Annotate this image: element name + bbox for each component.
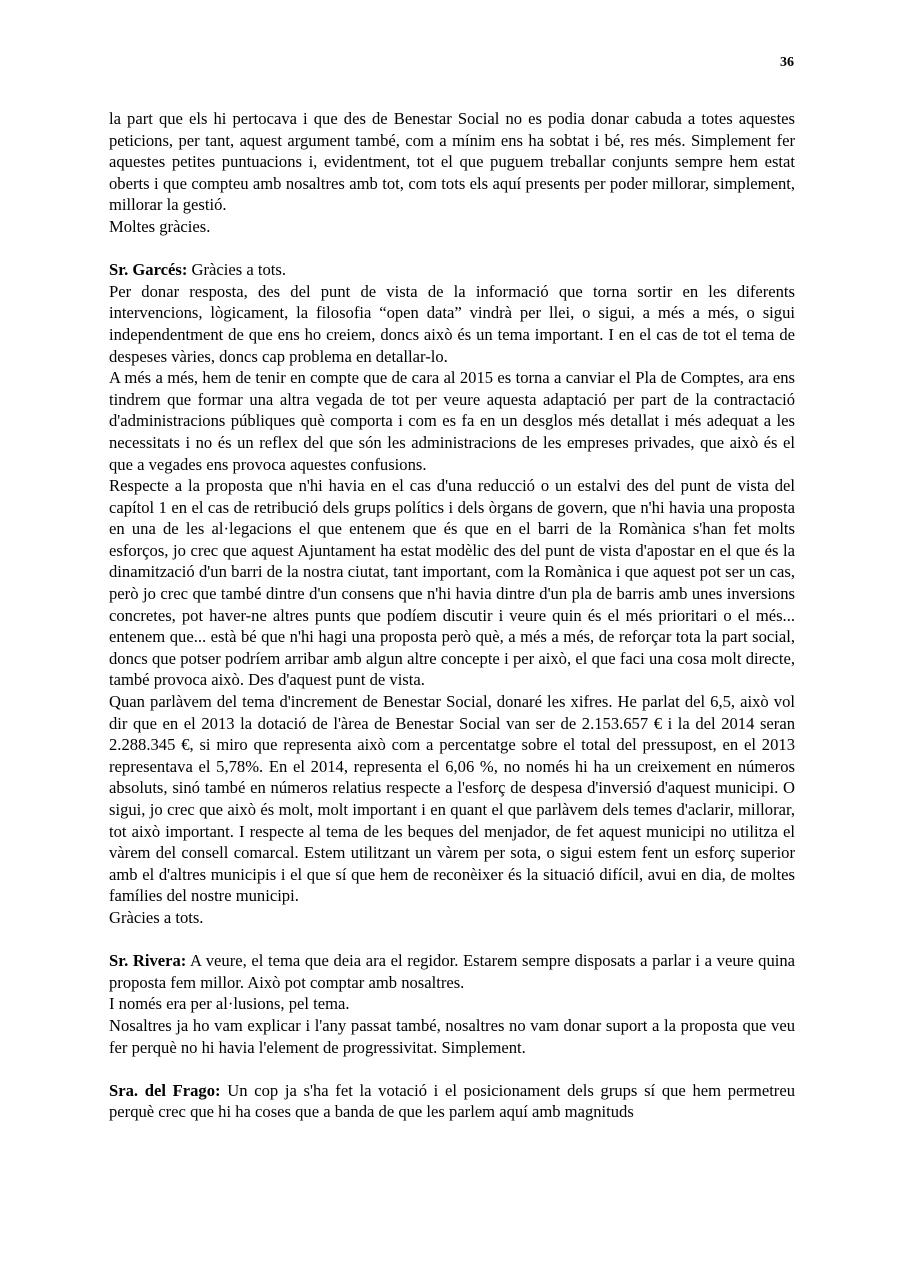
speaker-text: Un cop ja s'ha fet la votació i el posicionament dels grups sí que hem permetreu perquè crec que hi ha coses que a banda de que les parlem aquí amb magnituds xyxy=(109,1080,795,1122)
paragraph: Per donar resposta, des del punt de vista de la informació que torna sortir en les diferents intervencions, lògicament, la filosofia “open data” vindrà per llei, o sigui, a més a més, o sigui independentment de que ens ho creiem, doncs això és un tema important. I en el cas de tot el tema de despeses vàries, doncs cap problema en detallar-lo. xyxy=(109,281,795,366)
paragraph: Moltes gràcies. xyxy=(109,216,211,236)
speaker-paragraph xyxy=(109,1080,795,1123)
paragraph: Quan parlàvem del tema d'increment de Benestar Social, donaré les xifres. He parlat del 6,5, això vol dir que en el 2013 la dotació de l'àrea de Benestar Social van ser de 2.153.657 € i la del 2014 seran 2.288.345 €, si miro que representa això com a percentatge sobre el total del pressupost, en el 2013 representava el 5,78%. En el 2014, representa el 6,06 %, no només hi ha un creixement en números absoluts, sinó també en números relatius respecte a l'esforç de despesa d'inversió d'aquest municipi. O sigui, jo crec que això és molt, molt important i en quant el que parlàvem dels temes d'aclarir, millorar, tot això important. I respecte al tema de les beques del menjador, de fet aquest municipi no utilitza el vàrem del consell comarcal. Estem utilitzant un vàrem per sota, o sigui estem fent un esforç superior amb el d'altres municipis i el que sí que hem de reconèixer és la situació difícil, avui en dia, de moltes famílies del nostre municipi. xyxy=(109,692,795,906)
paragraph: Gràcies a tots. xyxy=(109,907,204,927)
paragraph-spacer xyxy=(109,929,795,951)
paragraph-spacer xyxy=(109,238,795,260)
paragraph: la part que els hi pertocava i que des de Benestar Social no es podia donar cabuda a totes aquestes peticions, per tant, aquest argument també, com a mínim ens ha sobtat i bé, res més. Simplement fer aquestes petites puntuacions i, evidentment, tot el que puguem treballar conjunts sempre hem estat oberts i que compteu amb nosaltres amb tot, com tots els aquí presents per poder millorar, simplement, millorar la gestió. xyxy=(109,109,795,215)
speaker-paragraph xyxy=(109,950,795,993)
speaker-text: Gràcies a tots. xyxy=(187,260,286,280)
speaker-name: Sr. Garcés: xyxy=(109,260,188,280)
speaker-name: Sr. Rivera: xyxy=(109,951,187,971)
speaker-paragraph xyxy=(109,259,795,281)
paragraph: A més a més, hem de tenir en compte que de cara al 2015 es torna a canviar el Pla de Comptes, ara ens tindrem que formar una altra vegada de tot per veure aquesta adaptació per part de la contractació d'administracions públiques què comporta i com es fa en un desglos més detallat i més adequat a les necessitats i no és un reflex del que són les administracions de les empreses privades, que això és el que a vegades ens provoca aquestes confusions. xyxy=(109,368,795,474)
paragraph: Respecte a la proposta que n'hi havia en el cas d'una reducció o un estalvi des del punt de vista del capítol 1 en el cas de retribució dels grups polítics i dels òrgans de govern, que n'hi havia una proposta en una de les al·legacions el que entenem que és que en el barri de la Romànica s'han fet molts esforços, jo crec que aquest Ajuntament ha estat modèlic des del punt de vista d'apostar en el que és la dinamització d'un barri de la nostra ciutat, tant important, com la Romànica i que aquest pot ser un cas, però jo crec que també dintre d'un consens que n'hi havia dintre d'un pla de barris amb unes inversions concretes, pot haver-ne altres punts que podíem discutir i veure quin és el més prioritari o el més... entenem que... està bé que n'hi hagi una proposta però què, a més a més, de reforçar tota la part social, doncs que potser podríem arribar amb algun altre concepte i per això, el que faci una cosa molt directe, també provoca això. Des d'aquest punt de vista. xyxy=(109,476,795,690)
document-body xyxy=(109,108,795,1123)
paragraph-spacer xyxy=(109,1058,795,1080)
speaker-text: A veure, el tema que deia ara el regidor. Estarem sempre disposats a parlar i a veure quina proposta fem millor. Això pot comptar amb nosaltres. xyxy=(109,951,796,992)
speaker-name: Sra. del Frago: xyxy=(109,1080,221,1100)
page-number: 36 xyxy=(780,55,794,70)
paragraph: Nosaltres ja ho vam explicar i l'any passat també, nosaltres no vam donar suport a la proposta que veu fer perquè no hi havia l'element de progressivitat. Simplement. xyxy=(109,1015,795,1057)
paragraph: I només era per al·lusions, pel tema. xyxy=(109,994,350,1014)
